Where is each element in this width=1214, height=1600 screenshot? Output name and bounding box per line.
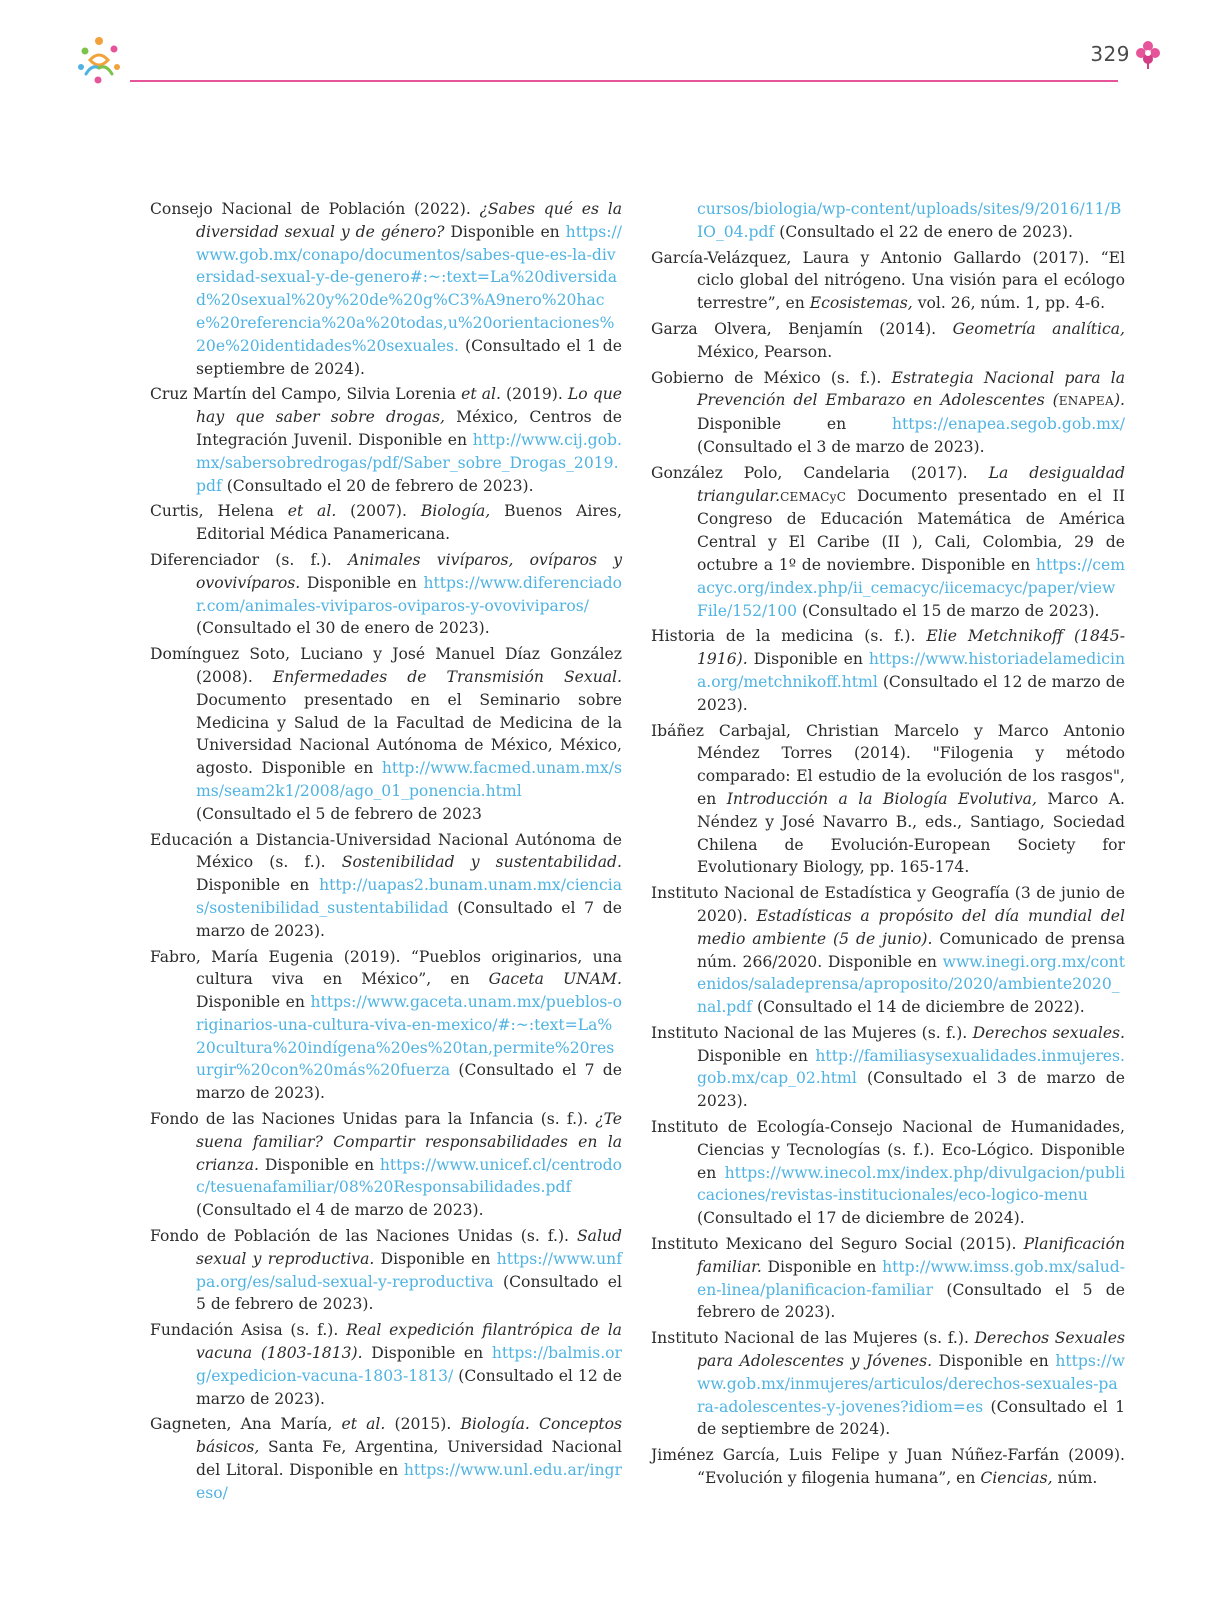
reference-title: Introducción a la Biología Evolutiva,	[726, 789, 1037, 808]
reference-year-text: (2007).	[336, 502, 421, 521]
reference-entry	[150, 1225, 622, 1316]
reference-link[interactable]: http://www.facmed.unam.mx/sms/seam2k1/2008/ago_01_ponencia.html	[196, 759, 622, 800]
reference-link[interactable]: https://www.gob.mx/inmujeres/articulos/derechos-sexuales-para-adolescentes-y-jovenes?idiom=es	[697, 1352, 1125, 1416]
reference-details: Disponible en	[374, 1249, 497, 1268]
reference-entry	[651, 720, 1125, 880]
reference-et-al: et al.	[287, 502, 337, 521]
reference-details: Comunicado de prensa núm. 266/2020. Disponible en	[697, 929, 1125, 971]
reference-link[interactable]: www.inegi.org.mx/contenidos/saladeprensa/aproposito/2020/ambiente2020_nal.pdf	[697, 952, 1125, 1017]
reference-entry	[150, 1108, 622, 1222]
reference-link[interactable]: https://www.historiadelamedicina.org/metchnikoff.html	[697, 650, 1125, 691]
reference-link[interactable]: https://balmis.org/expedicion-vacuna-1803-1813/	[196, 1344, 622, 1385]
reference-title: Biología. Conceptos básicos,	[196, 1415, 622, 1457]
institutional-flower-logo-icon	[72, 34, 126, 88]
reference-title: Ecosistemas,	[809, 294, 913, 313]
reference-details: núm.	[1052, 1469, 1098, 1488]
reference-acronym: ENAPEA	[1058, 394, 1114, 409]
reference-title: Elie Metchnikoff (1845-1916).	[697, 627, 1125, 669]
reference-author-text: Garza Olvera, Benjamín (2014).	[651, 319, 953, 338]
reference-entry	[150, 383, 622, 497]
reference-details: vol. 26, núm. 1, pp. 4-6.	[912, 294, 1106, 313]
reference-consulted-date: (Consultado el 5 de febrero de 2023).	[196, 1272, 622, 1314]
reference-consulted-date: (Consultado el 12 de marzo de 2023).	[697, 672, 1125, 714]
reference-details-cont: ), Cali, Colombia, 29 de octubre a 1º de noviembre. Disponible en	[697, 533, 1125, 574]
reference-author-text: Fundación Asisa (s. f.).	[150, 1321, 347, 1340]
reference-title: Estrategia Nacional para la Prevención del Embarazo en Adolescentes (	[697, 368, 1126, 410]
reference-entry	[651, 462, 1125, 623]
header-divider	[130, 80, 1118, 82]
reference-title: Ciencias,	[980, 1469, 1053, 1488]
reference-author-text: Domínguez Soto, Luciano y José Manuel Díaz González (2008).	[150, 645, 622, 686]
reference-entry	[651, 625, 1125, 716]
reference-entry	[150, 549, 622, 640]
reference-author-text: Instituto de Ecología-Consejo Nacional de Humanidades, Ciencias y Tecnologías (s. f.). Eco-Lógico. Disponible en	[651, 1118, 1125, 1182]
reference-consulted-date: (Consultado el 7 de marzo de 2023).	[196, 898, 622, 940]
reference-entry	[651, 367, 1125, 459]
reference-title: Planificación familiar.	[697, 1235, 1125, 1276]
reference-entry	[651, 882, 1125, 1019]
reference-author-text: Gagneten, Ana María,	[150, 1415, 342, 1434]
reference-title: Animales vivíparos, ovíparos y ovovivíparos.	[196, 550, 622, 592]
reference-year-text: (2019).	[500, 385, 568, 404]
reference-entry	[651, 1444, 1125, 1490]
reference-details: Disponible en	[258, 1155, 380, 1174]
reference-consulted-date: (Consultado el 1 de septiembre de 2024).	[196, 336, 622, 378]
reference-details: Documento presentado en el Seminario sobre Medicina y Salud de la Facultad de Medicina de la Universidad Nacional Autónoma de México, México, agosto. Disponible en	[196, 690, 622, 778]
reference-entry	[651, 1327, 1125, 1441]
reference-title: Biología,	[420, 502, 491, 521]
reference-author-text: Fondo de las Naciones Unidas para la Infancia (s. f.).	[150, 1110, 596, 1129]
reference-link[interactable]: cursos/biologia/wp-content/uploads/sites/9/2016/11/BIO_04.pdf	[697, 200, 1122, 241]
reference-link[interactable]: https://www.unicef.cl/centrodoc/tesuenafamiliar/08%20Responsabilidades.pdf	[196, 1155, 622, 1197]
reference-entry	[150, 829, 622, 943]
reference-details: México, Centros de Integración Juvenil. Disponible en	[196, 408, 623, 449]
reference-et-al: et al.	[461, 385, 501, 404]
reference-author-text: Educación a Distancia-Universidad Nacional Autónoma de México (s. f.).	[150, 830, 622, 872]
reference-title: Real expedición filantrópica de la vacuna (1803-1813).	[196, 1321, 622, 1363]
reference-title: La desigualdad triangular.	[697, 463, 1125, 505]
reference-author-text: Instituto Nacional de las Mujeres (s. f.).	[651, 1023, 973, 1042]
pink-flower-ornament-icon	[1134, 38, 1162, 70]
reference-title: Estadísticas a propósito del día mundial del medio ambiente (5 de junio).	[697, 906, 1126, 948]
reference-link[interactable]: http://www.imss.gob.mx/salud-en-linea/planificacion-familiar	[697, 1257, 1125, 1299]
reference-details: Disponible en	[697, 1046, 816, 1065]
reference-consulted-date: (Consultado el 14 de diciembre de 2022).	[752, 998, 1085, 1017]
reference-entry	[150, 500, 622, 546]
reference-consulted-date: (Consultado el 1 de septiembre de 2024).	[697, 1397, 1125, 1439]
reference-details: Disponible en	[362, 1344, 492, 1363]
reference-link[interactable]: https://www.unl.edu.ar/ingreso/	[196, 1461, 622, 1502]
reference-details: Santa Fe, Argentina, Universidad Nacional del Litoral. Disponible en	[196, 1438, 622, 1480]
reference-link[interactable]: https://www.diferenciador.com/animales-viviparos-oviparos-y-ovoviviparos/	[196, 573, 622, 615]
reference-year-text: (2015).	[385, 1415, 461, 1434]
reference-author-text: Historia de la medicina (s. f.).	[651, 627, 927, 646]
reference-title-end: ).	[1113, 391, 1125, 410]
reference-entry	[651, 1233, 1125, 1324]
reference-author-text: Ibáñez Carbajal, Christian Marcelo y Marco Antonio Méndez Torres (2014). "Filogenia y método comparado: El estudio de la evolución de los rasgos", en	[651, 721, 1125, 808]
reference-acronym: CEMACyC	[780, 489, 847, 504]
reference-author-text: Instituto Nacional de Estadística y Geografía (3 de junio de 2020).	[651, 884, 1125, 925]
reference-et-al: et al.	[341, 1415, 386, 1434]
reference-title: Enfermedades de Transmisión Sexual.	[272, 667, 622, 686]
reference-consulted-date: (Consultado el 4 de marzo de 2023).	[196, 1201, 484, 1220]
reference-author-text: Cruz Martín del Campo, Silvia Lorenia	[150, 385, 462, 404]
reference-author-text: Diferenciador (s. f.).	[150, 550, 348, 569]
right-reference-column	[651, 198, 1125, 1493]
reference-consulted-date: (Consultado el 15 de marzo de 2023).	[797, 601, 1100, 620]
reference-details: Disponible en	[932, 1352, 1056, 1371]
reference-link[interactable]: https://www.gob.mx/conapo/documentos/sabes-que-es-la-diversidad-sexual-y-de-genero#:~:text=La%20diversidad%20sexual%20y%20de%20g%C3%A9nero%20hace%20referencia%20a%20todas,u%20orientaciones%20e%20identidades%20sexuales.	[196, 222, 622, 355]
reference-entry	[150, 198, 622, 380]
reference-author-text: Fondo de Población de las Naciones Unidas (s. f.).	[150, 1227, 577, 1246]
reference-details: Disponible en	[444, 222, 566, 241]
reference-details: México, Pearson.	[697, 342, 833, 361]
reference-author-text: Jiménez García, Luis Felipe y Juan Núñez-Farfán (2009). “Evolución y filogenia humana”, en	[651, 1446, 1125, 1488]
reference-entry	[651, 1022, 1125, 1113]
reference-details: Disponible en	[196, 993, 311, 1012]
reference-title: Salud sexual y reproductiva.	[196, 1227, 622, 1268]
reference-title: Lo que hay que saber sobre drogas,	[196, 385, 622, 427]
reference-entry	[651, 318, 1125, 364]
reference-details: Disponible en	[196, 876, 320, 895]
reference-entry	[651, 1116, 1125, 1230]
reference-author-text: Consejo Nacional de Población (2022).	[150, 200, 480, 218]
reference-details: Disponible en	[697, 415, 892, 434]
reference-details: Disponible en	[761, 1257, 883, 1276]
reference-title: Sostenibilidad y sustentabilidad.	[341, 853, 622, 872]
reference-details: Marco A. Néndez y José Navarro B., eds., Santiago, Sociedad Chilena de Evolución-European Society for Evolutionary Biology, pp. 165-174.	[697, 789, 1125, 877]
reference-consulted-date: (Consultado el 3 de marzo de 2023).	[697, 1069, 1125, 1111]
reference-consulted-date: (Consultado el 7 de marzo de 2023).	[196, 1061, 622, 1103]
reference-consulted-date: (Consultado el 3 de marzo de 2023).	[697, 437, 985, 456]
reference-details: Documento presentado en el II Congreso de Educación Matemática de América Central y El Caribe (II	[697, 486, 1125, 552]
reference-title: ¿Sabes qué es la diversidad sexual y de género?	[196, 200, 622, 241]
reference-entry	[150, 643, 622, 825]
reference-details: Buenos Aires, Editorial Médica Panamericana.	[196, 502, 622, 544]
left-reference-column	[150, 198, 622, 1508]
reference-author-text: Instituto Nacional de las Mujeres (s. f.).	[651, 1329, 975, 1348]
reference-author-text: Instituto Mexicano del Seguro Social (2015).	[651, 1235, 1024, 1254]
reference-entry	[651, 198, 1125, 244]
reference-consulted-date: (Consultado el 30 de enero de 2023).	[196, 619, 490, 638]
reference-link[interactable]: https://enapea.segob.gob.mx/	[891, 415, 1125, 434]
reference-consulted-date: (Consultado el 17 de diciembre de 2024).	[697, 1209, 1025, 1228]
reference-title: Geometría analítica,	[952, 319, 1126, 338]
reference-entry	[150, 1319, 622, 1410]
reference-title: ¿Te suena familiar? Compartir responsabilidades en la crianza.	[196, 1110, 622, 1174]
reference-link[interactable]: https://www.unfpa.org/es/salud-sexual-y-reproductiva	[196, 1249, 622, 1291]
reference-link[interactable]: https://www.gaceta.unam.mx/pueblos-originarios-una-cultura-viva-en-mexico/#:~:text=La%20cultura%20indígena%20es%20tan,permite%20resurgir%20con%20más%20fuerza	[196, 993, 622, 1080]
reference-author-text: Curtis, Helena	[150, 502, 288, 521]
reference-link[interactable]: https://www.inecol.mx/index.php/divulgacion/publicaciones/revistas-institucionales/eco-logico-menu	[697, 1163, 1125, 1205]
reference-link[interactable]: http://familiasysexualidades.inmujeres.gob.mx/cap_02.html	[697, 1046, 1125, 1088]
reference-title: Derechos Sexuales para Adolescentes y Jóvenes.	[697, 1329, 1125, 1371]
reference-author-text: García-Velázquez, Laura y Antonio Gallardo (2017). “El ciclo global del nitrógeno. Una visión para el ecólogo terrestre”, en	[651, 248, 1125, 313]
reference-author-text: González Polo, Candelaria (2017).	[651, 463, 989, 482]
reference-title: Derechos sexuales.	[972, 1023, 1126, 1042]
reference-details: Disponible en	[747, 650, 869, 669]
reference-link[interactable]: http://www.cij.gob.mx/sabersobredrogas/pdf/Saber_sobre_Drogas_2019.pdf	[196, 430, 622, 495]
reference-entry	[150, 946, 622, 1106]
reference-author-text: Fabro, María Eugenia (2019). “Pueblos originarios, una cultura viva en México”, en	[150, 947, 622, 989]
reference-consulted-date: (Consultado el 12 de marzo de 2023).	[196, 1366, 622, 1408]
reference-link[interactable]: http://uapas2.bunam.unam.mx/ciencias/sostenibilidad_sustentabilidad	[196, 876, 622, 917]
reference-consulted-date: (Consultado el 20 de febrero de 2023).	[221, 476, 534, 495]
reference-consulted-date: (Consultado el 5 de febrero de 2023	[196, 804, 482, 823]
reference-consulted-date: (Consultado el 22 de enero de 2023).	[774, 222, 1073, 241]
reference-title: Gaceta UNAM.	[488, 970, 622, 989]
reference-details: Disponible en	[300, 573, 424, 592]
reference-author-text: Gobierno de México (s. f.).	[651, 368, 892, 387]
page-number: 329	[1090, 42, 1130, 66]
reference-entry	[150, 1413, 622, 1504]
reference-consulted-date: (Consultado el 5 de febrero de 2023).	[697, 1280, 1125, 1322]
reference-entry	[651, 247, 1125, 315]
reference-link[interactable]: https://cemacyc.org/index.php/ii_cemacyc/iicemacyc/paper/viewFile/152/100	[697, 555, 1125, 620]
